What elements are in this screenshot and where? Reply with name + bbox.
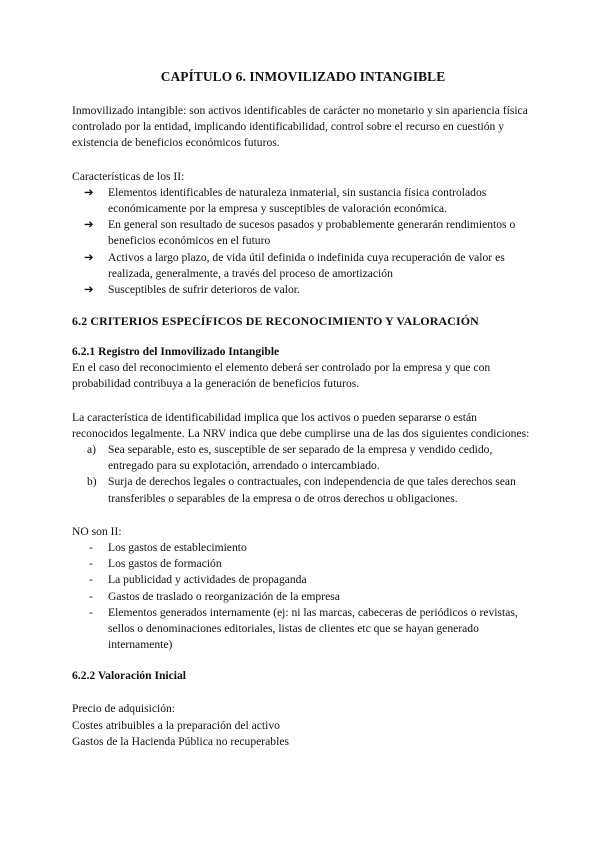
list-item: ➔ Susceptibles de sufrir deterioros de valor. xyxy=(72,282,534,298)
characteristics-title: Características de los II: xyxy=(72,169,185,183)
list-item: ➔ Elementos identificables de naturaleza inmaterial, sin sustancia física controlados económicamente por la empresa y susceptibles de valoración económica. xyxy=(84,185,487,216)
arrow-bullet-icon: ➔ xyxy=(84,250,94,264)
not-ii-list xyxy=(72,540,534,653)
list-item: - Los gastos de formación xyxy=(89,557,222,571)
chapter-title: CAPÍTULO 6. INMOVILIZADO INTANGIBLE xyxy=(160,69,446,84)
not-ii-title: NO son II: xyxy=(72,524,122,538)
paragraph: La característica de identificabilidad implica que los activos o pueden separarse o están reconocidos legalmente. La NRV indica que debe cumplirse una de las dos siguientes condiciones: xyxy=(72,410,530,440)
intro-paragraph: Inmovilizado intangible: son activos identificables de carácter no monetario y sin apariencia física controlado por la entidad, implicando identificabilidad, control sobre el recurso en cuestión y existencia de beneficios económicos futuros. xyxy=(72,104,528,150)
text-line: Costes atribuibles a la preparación del activo xyxy=(72,718,280,732)
arrow-bullet-icon: ➔ xyxy=(84,218,94,232)
text-line: Gastos de la Hacienda Pública no recuperables xyxy=(72,734,289,748)
list-item: - Gastos de traslado o reorganización de la empresa xyxy=(89,589,340,603)
section-heading: 6.2 CRITERIOS ESPECÍFICOS DE RECONOCIMIENTO Y VALORACIÓN xyxy=(72,314,479,329)
text-line: Precio de adquisición: xyxy=(72,702,176,716)
paragraph: En el caso del reconocimiento el elemento deberá ser controlado por la empresa y que con probabilidad contribuya a la generación de beneficios futuros. xyxy=(72,361,491,391)
characteristics-list xyxy=(72,185,534,298)
list-item: - Elementos generados internamente (ej: ni las marcas, cabeceras de periódicos o revistas, sellos o denominaciones editoriales, listas de clientes etc que se hayan generado internamente) xyxy=(89,605,518,652)
list-item: - Los gastos de establecimiento xyxy=(89,541,247,555)
document-page xyxy=(72,68,534,750)
list-item: ➔ Activos a largo plazo, de vida útil definida o indefinida cuya recuperación de valor es realizada, generalmente, a través del proceso de amortización xyxy=(84,250,505,280)
list-item: b) Surja de derechos legales o contractuales, con independencia de que tales derechos sean transferibles o separables de la empresa o de otros derechos u obligaciones. xyxy=(87,475,516,505)
list-item: - La publicidad y actividades de propaganda xyxy=(89,573,307,587)
arrow-bullet-icon: ➔ xyxy=(84,185,94,199)
conditions-list xyxy=(72,442,534,507)
list-item: a) Sea separable, esto es, susceptible de ser separado de la empresa y vendido cedido, entregado para su explotación, arrendado o intercambiado. xyxy=(87,443,493,473)
subsection-heading: 6.2.1 Registro del Inmovilizado Intangible xyxy=(72,345,280,359)
subsection-heading: 6.2.2 Valoración Inicial xyxy=(72,669,187,683)
list-item: ➔ En general son resultado de sucesos pasados y probablemente generarán rendimientos o beneficios económicos en el futuro xyxy=(84,218,516,248)
arrow-bullet-icon: ➔ xyxy=(84,283,94,297)
